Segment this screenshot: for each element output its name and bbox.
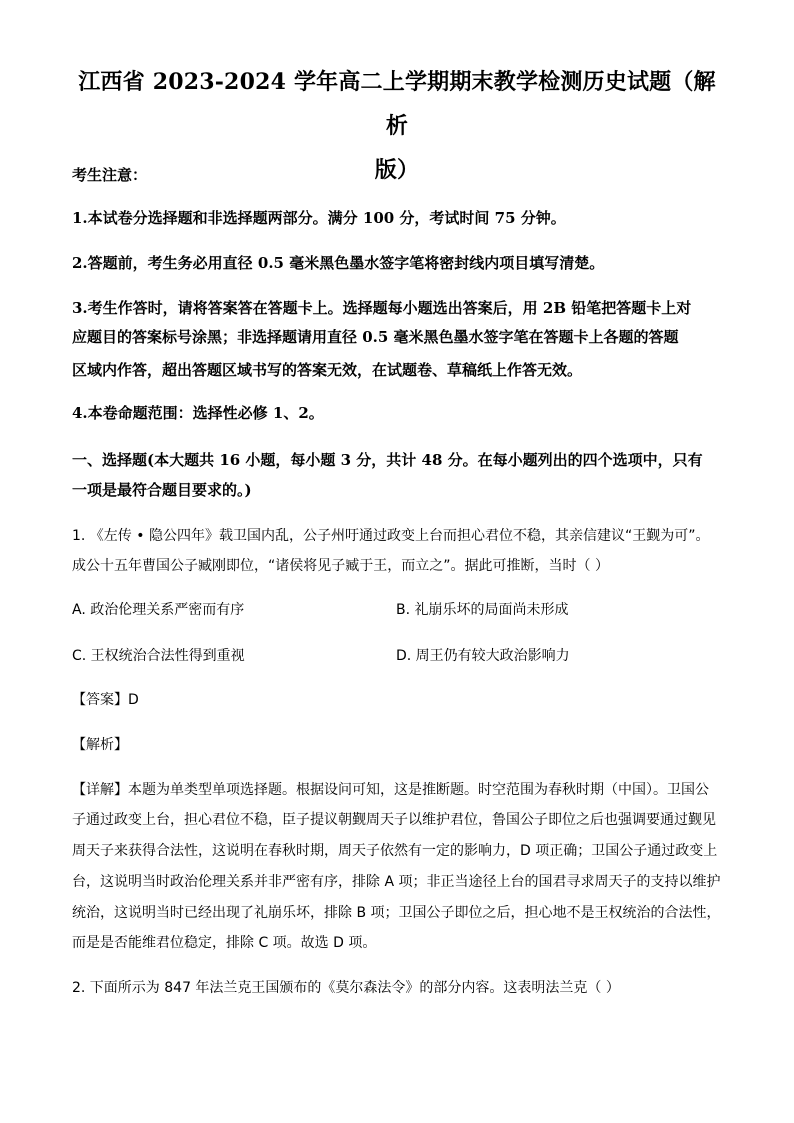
section-heading-line-1: 一、选择题(本大题共 16 小题，每小题 3 分，共计 48 分。在每小题列出的四个选项中，只有 xyxy=(72,451,703,469)
q1-answer-value: D xyxy=(128,692,139,708)
paper-title-line-1: 江西省 2023-2024 学年高二上学期期末教学检测历史试题（解析 xyxy=(78,69,716,139)
notice-item-1: 1.本试卷分选择题和非选择题两部分。满分 100 分，考试时间 75 分钟。 xyxy=(72,209,566,227)
q1-stem-line-1: 1. 《左传 • 隐公四年》载卫国内乱，公子州吁通过政变上台而担心君位不稳，其亲信建议“王觐为可”。 xyxy=(72,528,710,544)
q1-analysis-label: 【解析】 xyxy=(72,737,128,753)
q1-answer-label: 【答案】 xyxy=(72,692,128,708)
q1-answer xyxy=(72,690,732,710)
notice-item-4: 4.本卷命题范围：选择性必修 1、2。 xyxy=(72,404,324,422)
notice-item-3: 3.考生作答时，请将答案答在答题卡上。选择题每小题选出答案后，用 2B 铅笔把答题卡上对 xyxy=(72,299,692,317)
q2-stem-line-1: 2. 下面所示为 847 年法兰克王国颁布的《莫尔森法令》的部分内容。这表明法兰克（ ） xyxy=(72,980,620,996)
q1-detail-line-6: 而是是否能维君位稳定，排除 C 项。故选 D 项。 xyxy=(72,935,377,951)
q1-detail-line-1: 【详解】本题为单类型单项选择题。根据设问可知，这是推断题。时空范围为春秋时期（中国）。卫国公 xyxy=(72,782,709,798)
q1-option-d: D. 周王仍有较大政治影响力 xyxy=(396,648,570,664)
q1-detail-line-2: 子通过政变上台，担心君位不稳，臣子提议朝觐周天子以维护君位，鲁国公子即位之后也强调要通过觐见 xyxy=(72,812,716,828)
q1-detail-line-4: 台，这说明当时政治伦理关系并非严密有序，排除 A 项；非正当途径上台的国君寻求周天子的支持以维护 xyxy=(72,874,721,890)
notice-item-2: 2.答题前，考生务必用直径 0.5 毫米黑色墨水签字笔将密封线内项目填写清楚。 xyxy=(72,254,605,272)
paper-title-line-2: 版） xyxy=(374,157,420,183)
q1-detail-line-3: 周天子来获得合法性，这说明在春秋时期，周天子依然有一定的影响力，D 项正确；卫国公子通过政变上 xyxy=(72,843,718,859)
section-heading-line-2: 一项是最符合题目要求的。) xyxy=(72,481,252,499)
notice-heading: 考生注意： xyxy=(72,166,148,184)
q1-option-c: C. 王权统治合法性得到重视 xyxy=(72,648,245,664)
q1-option-a: A. 政治伦理关系严密而有序 xyxy=(72,602,245,618)
notice-item-3-cont-1: 应题目的答案标号涂黑；非选择题请用直径 0.5 毫米黑色墨水签字笔在答题卡上各题的答题 xyxy=(72,328,679,346)
q1-detail-line-5: 统治，这说明当时已经出现了礼崩乐坏，排除 B 项；卫国公子即位之后，担心地不是王权统治的合法性， xyxy=(72,905,721,921)
q1-stem-line-2: 成公十五年曹国公子臧刚即位，“诸侯将见子臧于王，而立之”。据此可推断，当时（ ） xyxy=(72,558,609,574)
q1-option-b: B. 礼崩乐坏的局面尚未形成 xyxy=(396,602,569,618)
notice-item-3-cont-2: 区域内作答，超出答题区域书写的答案无效，在试题卷、草稿纸上作答无效。 xyxy=(72,361,583,379)
